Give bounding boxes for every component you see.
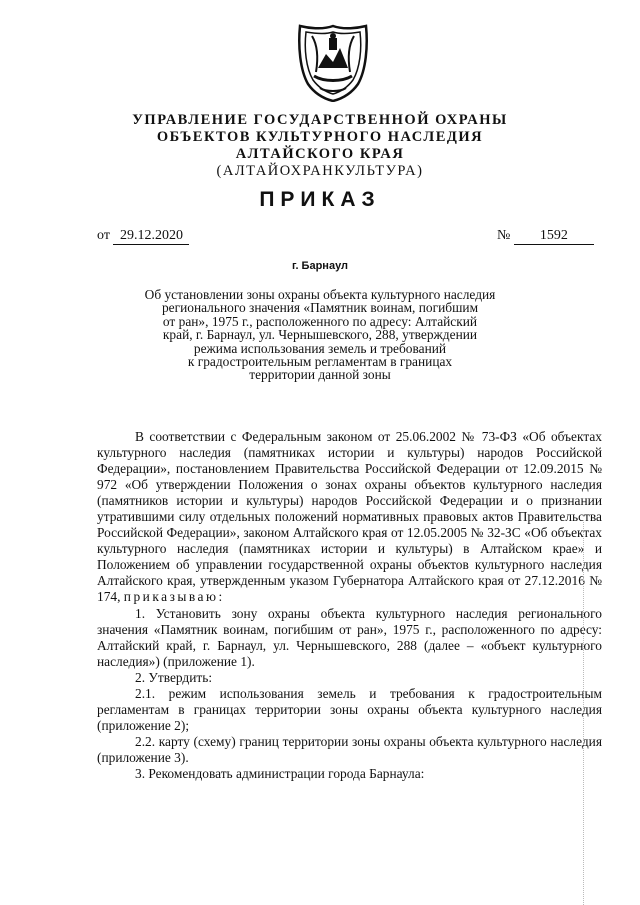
item-2-1: 2.1. режим использования земель и требования к градостроительным регламентам в границах территории зоны охраны объекта культурного наследия (приложение 2); — [97, 685, 602, 733]
item-2-2: 2.2. карту (схему) границ территории зоны охраны объекта культурного наследия (приложение 3). — [97, 733, 602, 765]
item-3: 3. Рекомендовать администрации города Барнаула: — [135, 765, 425, 781]
city: г. Барнаул — [291, 260, 349, 272]
item-2: 2. Утвердить: — [135, 669, 213, 685]
document-body — [97, 429, 602, 782]
subject-line: Об установлении зоны охраны объекта культурного наследия — [144, 287, 496, 302]
preamble-paragraph — [97, 429, 602, 606]
item-1: 1. Установить зону охраны объекта культурного наследия регионального значения «Памятник воинам, погибшим от ран», 1975 г., расположенного по адресу: Алтайский край, г. Барнаул, ул. Чернышевского, 288 (далее – «объект культурного наследия») (приложение 1). — [97, 605, 602, 669]
document-title: ПРИКАЗ — [259, 188, 381, 211]
subject-line: территории данной зоны — [249, 367, 391, 383]
org-short-name: (АЛТАЙОХРАНКУЛЬТУРА) — [216, 163, 424, 179]
document-subject — [130, 288, 510, 382]
subject-line: режима использования земель и требований — [193, 340, 447, 356]
number-prefix: № — [497, 228, 511, 243]
org-name-line-2: ОБЪЕКТОВ КУЛЬТУРНОГО НАСЛЕДИЯ — [156, 129, 484, 145]
subject-line: к градостроительным регламентам в границах — [187, 354, 453, 370]
number-line — [497, 228, 594, 245]
subject-line: от ран», 1975 г., расположенного по адресу: Алтайский — [162, 313, 478, 329]
org-name-line-3: АЛТАЙСКОГО КРАЯ — [235, 146, 405, 162]
document-number: 1592 — [514, 228, 594, 245]
subject-line: край, г. Барнаул, ул. Чернышевского, 288, утверждении — [162, 327, 478, 343]
preamble-text: В соответствии с Федеральным законом от 25.06.2002 № 73-ФЗ «Об объектах культурного наследия (памятниках истории и культуры) народов Российской Федерации», постановлением Правительства Российской Федерации от 12.09.2015 № 972 «Об утверждении Положения о зонах охраны объектов культурного наследия (памятников истории и культуры) народов Российской Федерации и о признании утратившими силу отдельных положений нормативных правовых актов Правительства Российской Федерации», законом Алтайского края от 12.05.2005 № 32-ЗС «Об объектах культурного наследия (памятниках истории и культуры) в Алтайском крае» и Положением об управлении государственной охраны объектов культурного наследия Алтайского края, утвержденным указом Губернатора Алтайского края от 27.12.2016 № 174, — [97, 429, 602, 605]
order-word: приказываю: — [123, 589, 225, 605]
document-date: 29.12.2020 — [113, 228, 189, 245]
date-line — [97, 228, 189, 245]
scan-edge-divider — [583, 520, 584, 905]
date-prefix: от — [97, 228, 110, 243]
coat-of-arms-emblem-icon — [296, 24, 370, 102]
subject-line: регионального значения «Памятник воинам, погибшим — [161, 300, 479, 316]
org-name-line-1: УПРАВЛЕНИЕ ГОСУДАРСТВЕННОЙ ОХРАНЫ — [132, 112, 508, 128]
